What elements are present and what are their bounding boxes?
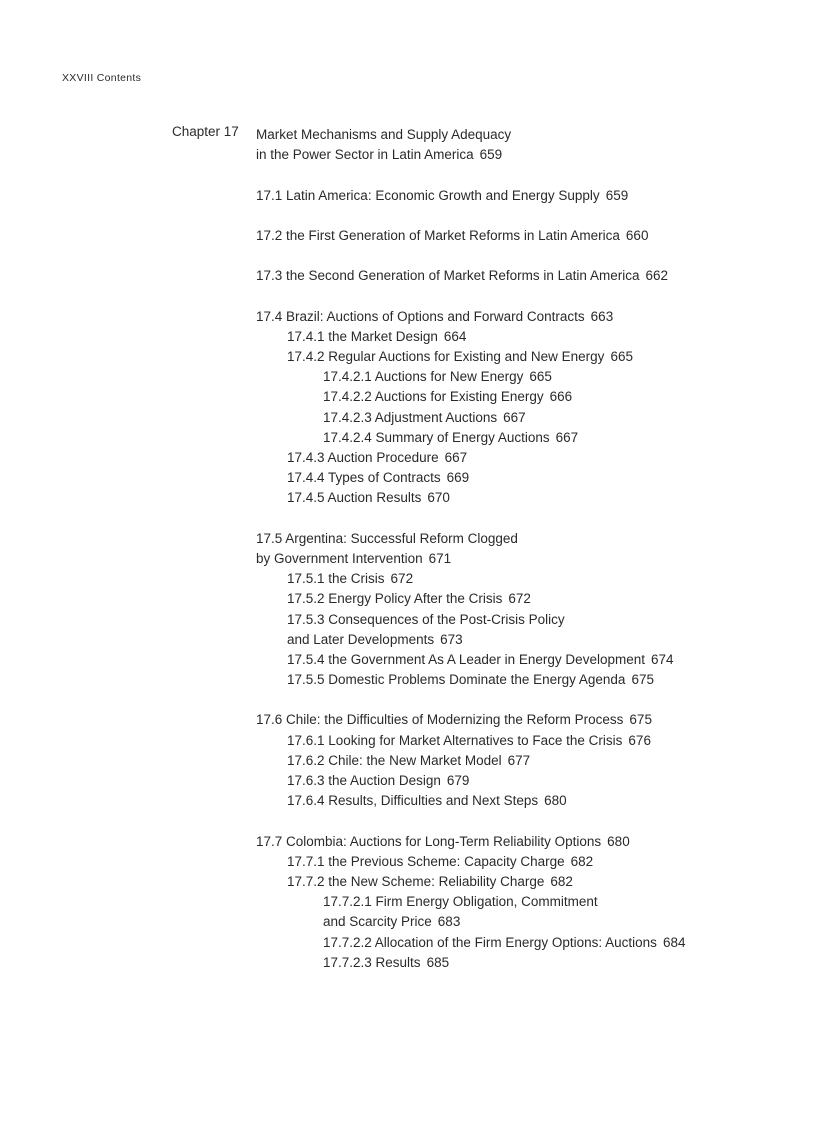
toc-entry-17-6-4[interactable]: 17.6.4 Results, Difficulties and Next Steps 680 <box>287 793 567 809</box>
toc-entry-17-5-4[interactable]: 17.5.4 the Government As A Leader in Energy Development 674 <box>287 651 674 667</box>
page-number: 682 <box>570 853 594 869</box>
chapter-label: Chapter 17 <box>172 124 239 139</box>
toc-entry-17-5-2[interactable]: 17.5.2 Energy Policy After the Crisis 672 <box>287 591 531 607</box>
toc-entry-17-4[interactable]: 17.4 Brazil: Auctions of Options and Forward Contracts 663 <box>256 308 614 324</box>
page-number: 684 <box>662 934 686 950</box>
page-number: 674 <box>650 651 674 667</box>
chapter-title-line2: in the Power Sector in Latin America 659 <box>256 147 503 163</box>
toc-entry-17-5[interactable]: 17.5 Argentina: Successful Reform Clogged <box>256 530 518 546</box>
page-number: 662 <box>645 268 668 284</box>
toc-entry-17-7-2-1-cont[interactable]: and Scarcity Price 683 <box>323 914 461 930</box>
page-number: 659 <box>479 147 503 163</box>
toc-entry-17-7-2-2[interactable]: 17.7.2.2 Allocation of the Firm Energy Options: Auctions 684 <box>323 934 686 950</box>
toc-entry-17-4-2-4[interactable]: 17.4.2.4 Summary of Energy Auctions 667 <box>323 429 579 445</box>
toc-entry-17-2[interactable]: 17.2 the First Generation of Market Reforms in Latin America 660 <box>256 227 649 243</box>
toc-entry-17-4-2-2[interactable]: 17.4.2.2 Auctions for Existing Energy 666 <box>323 389 573 405</box>
page-number: 667 <box>444 450 468 465</box>
page-number: 677 <box>507 752 531 768</box>
page-number: 659 <box>605 187 629 203</box>
page-number: 660 <box>625 227 649 243</box>
page-number: 665 <box>529 369 552 385</box>
page-number: 670 <box>427 490 450 506</box>
toc-entry-17-7-2-1[interactable]: 17.7.2.1 Firm Energy Obligation, Commitment <box>323 894 598 910</box>
toc-entry-17-4-1[interactable]: 17.4.1 the Market Design 664 <box>287 328 467 344</box>
toc-entry-17-6-1[interactable]: 17.6.1 Looking for Market Alternatives to Face the Crisis 676 <box>287 732 651 748</box>
page-number: 673 <box>440 631 463 647</box>
page-number: 683 <box>437 914 461 930</box>
toc-entry-17-6-2[interactable]: 17.6.2 Chile: the New Market Model 677 <box>287 752 531 768</box>
page-number: 667 <box>555 429 579 445</box>
page-number: 665 <box>610 349 633 365</box>
toc-entry-17-1[interactable]: 17.1 Latin America: Economic Growth and Energy Supply 659 <box>256 187 629 203</box>
toc-entry-17-5-3[interactable]: 17.5.3 Consequences of the Post-Crisis Policy <box>287 611 565 627</box>
toc-entry-17-7-2-3[interactable]: 17.7.2.3 Results 685 <box>323 954 450 970</box>
page-number: 679 <box>446 773 470 788</box>
toc-entry-17-4-5[interactable]: 17.4.5 Auction Results 670 <box>287 490 450 506</box>
page-number: 669 <box>446 470 470 486</box>
toc-entry-17-6-3[interactable]: 17.6.3 the Auction Design 679 <box>287 773 470 788</box>
toc-entry-17-4-3[interactable]: 17.4.3 Auction Procedure 667 <box>287 450 468 465</box>
page-number: 675 <box>631 672 654 688</box>
toc-entry-17-5-cont[interactable]: by Government Intervention 671 <box>256 550 452 566</box>
toc-entry-17-5-1[interactable]: 17.5.1 the Crisis 672 <box>287 571 414 587</box>
toc-entry-17-5-5[interactable]: 17.5.5 Domestic Problems Dominate the Energy Agenda 675 <box>287 672 654 688</box>
page-number: 680 <box>544 793 567 809</box>
page-number: 672 <box>390 571 414 587</box>
toc-entry-17-7[interactable]: 17.7 Colombia: Auctions for Long-Term Reliability Options 680 <box>256 833 630 849</box>
page-number: 666 <box>549 389 573 405</box>
toc-entry-17-4-4[interactable]: 17.4.4 Types of Contracts 669 <box>287 470 470 486</box>
toc-list <box>256 125 796 973</box>
toc-entry-17-7-2[interactable]: 17.7.2 the New Scheme: Reliability Charge 682 <box>287 873 573 889</box>
page-number: 667 <box>503 409 526 425</box>
toc-entry-17-4-2-3[interactable]: 17.4.2.3 Adjustment Auctions 667 <box>323 409 526 425</box>
chapter-title-line1: Market Mechanisms and Supply Adequacy <box>256 127 512 142</box>
page-number: 680 <box>607 833 630 849</box>
page-number: 676 <box>628 732 651 748</box>
page-number: 671 <box>428 550 452 566</box>
page-number: 664 <box>443 328 467 344</box>
running-head: XXVIII Contents <box>62 72 142 84</box>
page-number: 682 <box>550 873 573 889</box>
toc-entry-17-6[interactable]: 17.6 Chile: the Difficulties of Modernizing the Reform Process 675 <box>256 712 652 728</box>
page-number: 685 <box>426 954 450 970</box>
toc-entry-17-7-1[interactable]: 17.7.1 the Previous Scheme: Capacity Charge 682 <box>287 853 594 869</box>
toc-entry-17-4-2[interactable]: 17.4.2 Regular Auctions for Existing and New Energy 665 <box>287 349 633 365</box>
page-number: 663 <box>590 308 614 324</box>
toc-entry-17-5-3-cont[interactable]: and Later Developments 673 <box>287 631 463 647</box>
toc-entry-17-4-2-1[interactable]: 17.4.2.1 Auctions for New Energy 665 <box>323 369 552 385</box>
page-number: 675 <box>629 712 652 728</box>
page-number: 672 <box>508 591 531 607</box>
toc-entry-17-3[interactable]: 17.3 the Second Generation of Market Reforms in Latin America 662 <box>256 268 668 284</box>
